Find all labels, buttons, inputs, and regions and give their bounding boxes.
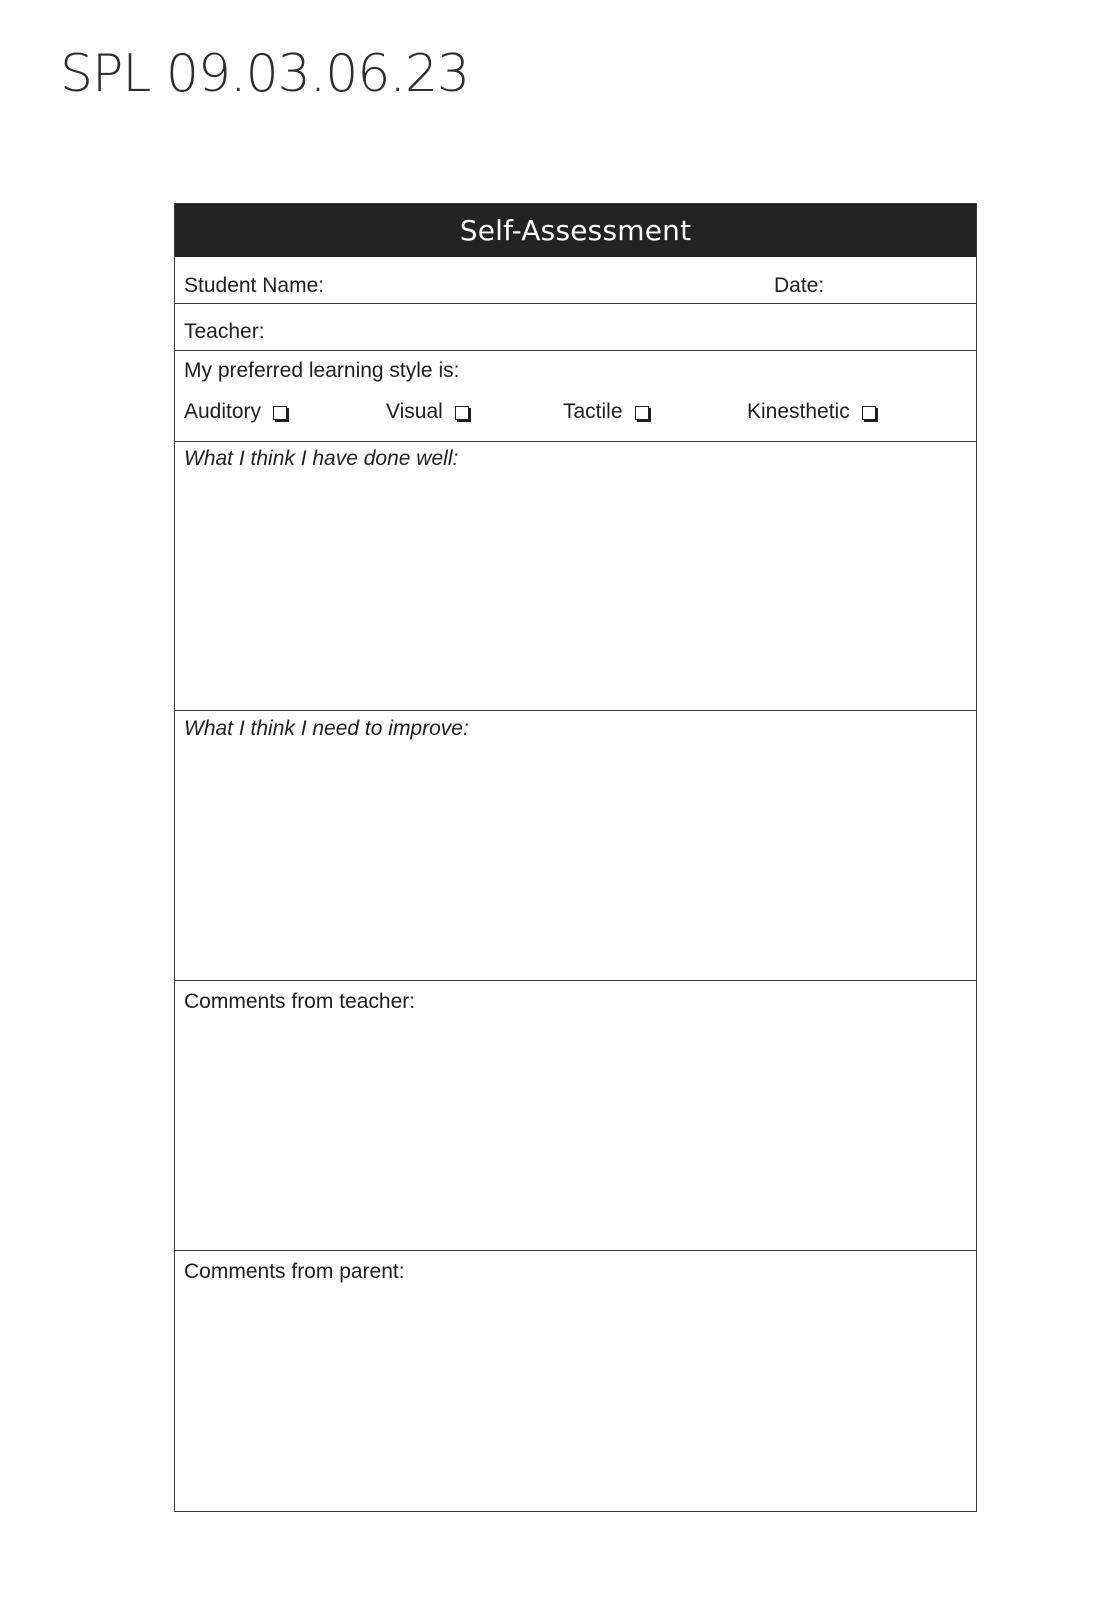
option-label: Auditory <box>184 400 262 423</box>
document-id: SPL 09.03.06.23 <box>60 44 470 104</box>
option-label: Visual <box>386 400 443 423</box>
teacher-label: Teacher: <box>184 320 265 343</box>
auditory-checkbox[interactable] <box>273 406 287 420</box>
improve-section <box>175 711 976 981</box>
learning-style-option-tactile[interactable] <box>563 400 649 424</box>
done-well-section <box>175 442 976 711</box>
learning-style-label: My preferred learning style is: <box>184 359 460 382</box>
tactile-checkbox[interactable] <box>635 406 649 420</box>
option-label: Kinesthetic <box>747 400 850 423</box>
student-name-label: Student Name: <box>184 274 325 297</box>
parent-comments-label: Comments from parent: <box>184 1260 405 1283</box>
improve-label: What I think I need to improve: <box>184 717 469 740</box>
learning-style-option-visual[interactable] <box>386 400 469 424</box>
learning-style-option-kinesthetic[interactable] <box>747 400 876 424</box>
option-label: Tactile <box>563 400 623 423</box>
teacher-comments-label: Comments from teacher: <box>184 990 416 1013</box>
teacher-row <box>175 304 976 351</box>
done-well-label: What I think I have done well: <box>184 447 459 470</box>
learning-style-option-auditory[interactable] <box>184 400 287 424</box>
teacher-comments-section <box>175 981 976 1251</box>
form-title: Self-Assessment <box>175 204 976 257</box>
date-label: Date: <box>774 274 825 297</box>
kinesthetic-checkbox[interactable] <box>862 406 876 420</box>
visual-checkbox[interactable] <box>455 406 469 420</box>
parent-comments-section <box>175 1251 976 1511</box>
